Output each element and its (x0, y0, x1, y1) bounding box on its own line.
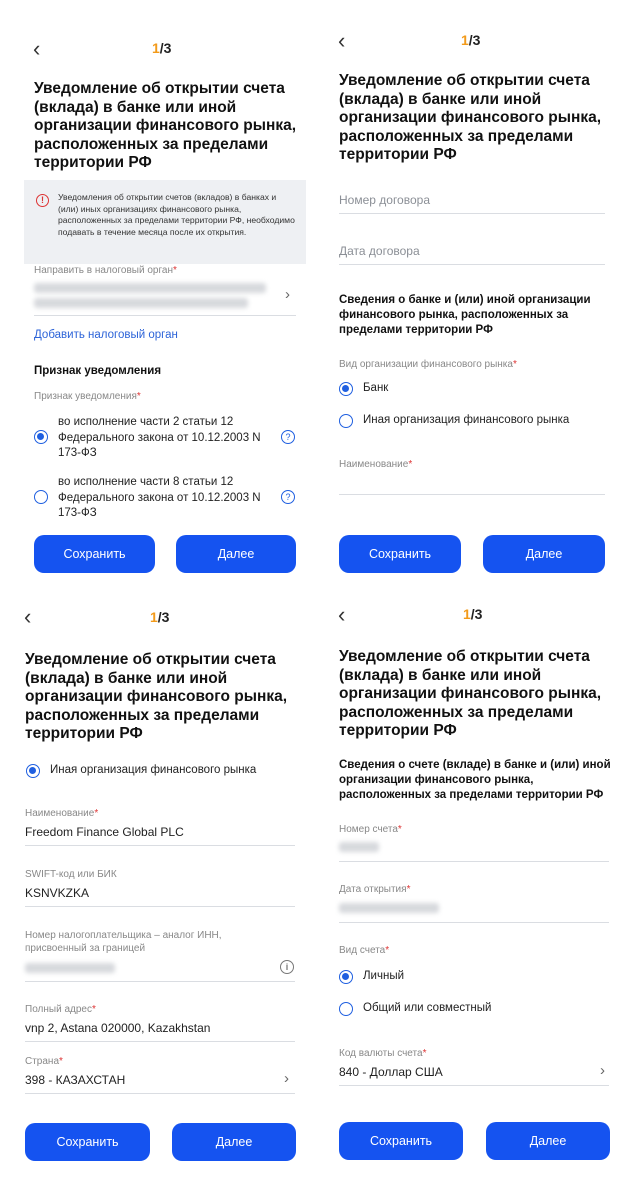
radio-personal-label: Личный (363, 970, 405, 982)
open-date-redacted[interactable] (339, 903, 439, 913)
divider (25, 981, 295, 982)
tax-authority-value-redacted (34, 283, 266, 293)
save-button[interactable]: Сохранить (25, 1123, 150, 1161)
account-type-label: Вид счета* (339, 945, 390, 956)
divider (25, 906, 295, 907)
currency-label: Код валюты счета* (339, 1048, 427, 1059)
page-title: Уведомление об открытии счета (вклада) в банке или иной организации финансового рынка, расположенных за пределами территории РФ (339, 72, 602, 163)
country-value[interactable]: 398 - КАЗАХСТАН (25, 1073, 126, 1087)
warning-text: Уведомления об открытии счетов (вкладов) в банках и (или) иных организациях финансового рынка, расположенных за пределами территории РФ, необходимо подавать в течение месяца после их открытия. (58, 192, 295, 237)
back-button[interactable] (338, 604, 345, 626)
step-indicator: 1/3 (461, 32, 481, 48)
screen-2 (318, 0, 635, 592)
divider (25, 845, 295, 846)
open-date-label: Дата открытия* (339, 884, 411, 895)
name-value[interactable]: Freedom Finance Global PLC (25, 825, 184, 839)
chevron-left-icon: ‹ (33, 36, 41, 61)
radio-option-2-label: во исполнение части 8 статьи 12 Федерального закона от 10.12.2003 N 173-ФЗ (58, 476, 261, 519)
swift-value[interactable]: KSNVKZKA (25, 886, 90, 900)
radio-joint[interactable] (339, 1002, 353, 1016)
radio-option-1[interactable] (34, 430, 48, 444)
name-label: Наименование* (339, 459, 413, 470)
radio-option-2[interactable] (34, 490, 48, 504)
save-button[interactable]: Сохранить (339, 1122, 463, 1160)
name-field-underline[interactable] (339, 494, 605, 495)
radio-other-org-label: Иная организация финансового рынка (363, 414, 570, 426)
screen-3 (0, 596, 316, 1188)
help-icon[interactable]: ? (281, 430, 295, 444)
chevron-left-icon: ‹ (24, 604, 32, 629)
org-type-label: Вид организации финансового рынка* (339, 359, 517, 370)
page-title: Уведомление об открытии счета (вклада) в банке или иной организации финансового рынка, расположенных за пределами территории РФ (339, 648, 602, 739)
back-button[interactable] (33, 38, 40, 60)
radio-joint-label: Общий или совместный (363, 1002, 492, 1014)
page-title: Уведомление об открытии счета (вклада) в банке или иной организации финансового рынка, расположенных за пределами территории РФ (25, 651, 288, 742)
divider (34, 315, 296, 316)
account-number-label: Номер счета* (339, 824, 402, 835)
divider (339, 922, 609, 923)
warning-banner (24, 180, 306, 264)
tin-value-redacted[interactable] (25, 963, 115, 973)
alert-icon: ! (36, 194, 49, 207)
radio-option-1-label: во исполнение части 2 статьи 12 Федерального закона от 10.12.2003 N 173-ФЗ (58, 416, 261, 459)
chevron-left-icon: ‹ (338, 28, 346, 53)
add-tax-authority-link[interactable]: Добавить налоговый орган (34, 329, 178, 341)
divider (25, 1041, 295, 1042)
tin-label: Номер налогоплательщика – аналог ИНН, присвоенный за границей (25, 930, 222, 954)
help-icon[interactable]: ? (281, 490, 295, 504)
tax-authority-value-redacted-2 (34, 298, 248, 308)
section-title: Признак уведомления (34, 365, 162, 377)
chevron-right-icon[interactable]: › (600, 1062, 605, 1079)
notification-sign-label: Признак уведомления* (34, 391, 141, 402)
page-title: Уведомление об открытии счета (вклада) в банке или иной организации финансового рынка, расположенных за пределами территории РФ (34, 80, 297, 171)
radio-other-org-label: Иная организация финансового рынка (50, 764, 257, 776)
radio-other-org[interactable] (26, 764, 40, 778)
chevron-left-icon: ‹ (338, 602, 346, 627)
divider (339, 861, 609, 862)
divider (339, 1085, 609, 1086)
currency-value[interactable]: 840 - Доллар США (339, 1065, 443, 1079)
info-icon[interactable]: i (280, 960, 294, 974)
step-indicator: 1/3 (463, 606, 483, 622)
radio-bank[interactable] (339, 382, 353, 396)
radio-other-org[interactable] (339, 414, 353, 428)
next-button[interactable]: Далее (172, 1123, 296, 1161)
name-label: Наименование* (25, 808, 99, 819)
next-button[interactable]: Далее (483, 535, 605, 573)
screen-4 (318, 596, 635, 1188)
back-button[interactable] (24, 606, 31, 628)
section-title: Сведения о банке и (или) иной организации финансового рынка, расположенных за пределами территории РФ (339, 294, 591, 336)
step-indicator: 1/3 (152, 40, 172, 56)
step-indicator: 1/3 (150, 609, 170, 625)
swift-label: SWIFT-код или БИК (25, 869, 117, 880)
address-value[interactable]: vnp 2, Astana 020000, Kazakhstan (25, 1021, 211, 1035)
next-button[interactable]: Далее (486, 1122, 610, 1160)
tax-authority-label: Направить в налоговый орган* (34, 265, 177, 276)
divider (339, 264, 605, 265)
radio-bank-label: Банк (363, 382, 389, 394)
back-button[interactable] (338, 30, 345, 52)
country-label: Страна* (25, 1056, 63, 1067)
contract-number-field[interactable]: Номер договора (339, 193, 430, 207)
contract-date-field[interactable]: Дата договора (339, 244, 420, 258)
address-label: Полный адрес* (25, 1004, 96, 1015)
radio-personal[interactable] (339, 970, 353, 984)
chevron-right-icon[interactable]: › (284, 1070, 289, 1087)
save-button[interactable]: Сохранить (34, 535, 155, 573)
section-title: Сведения о счете (вкладе) в банке и (или) иной организации финансового рынка, расположенных за пределами территории РФ (339, 759, 611, 801)
screen-1 (0, 0, 316, 592)
account-number-redacted[interactable] (339, 842, 379, 852)
save-button[interactable]: Сохранить (339, 535, 461, 573)
divider (339, 213, 605, 214)
next-button[interactable]: Далее (176, 535, 296, 573)
chevron-right-icon[interactable]: › (285, 286, 290, 303)
divider (25, 1093, 295, 1094)
